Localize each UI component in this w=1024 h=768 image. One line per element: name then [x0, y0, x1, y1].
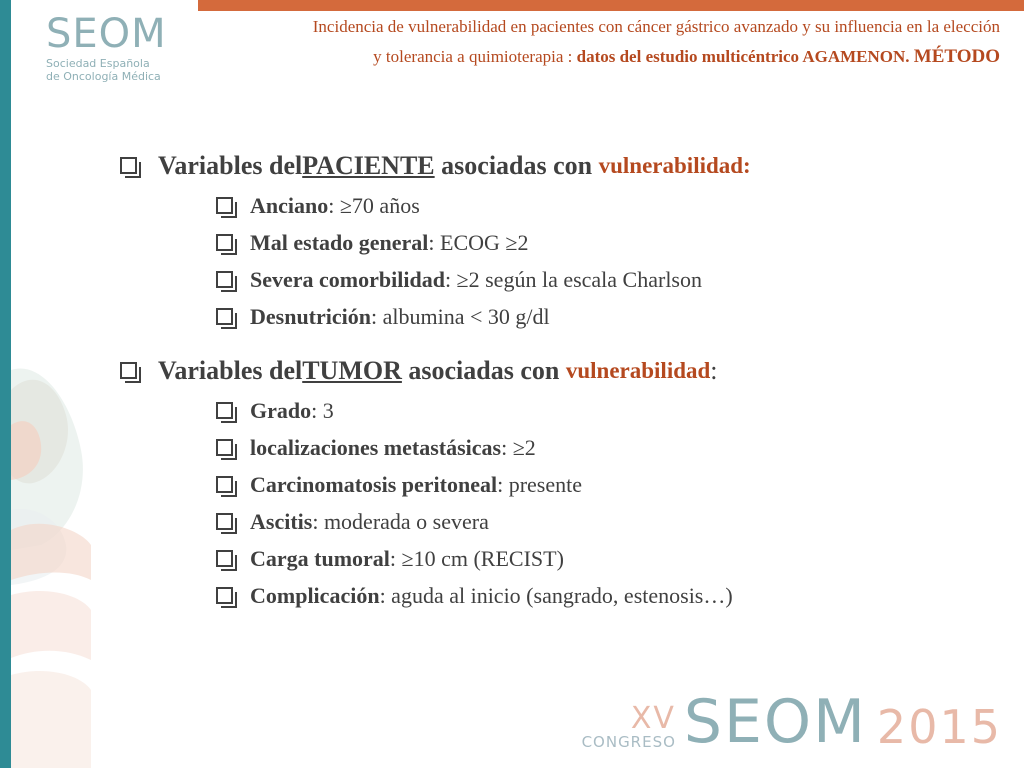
item-desc: : 3 [311, 397, 334, 423]
header-line1: Incidencia de vulnerabilidad en pacientes con cáncer gástrico avanzado y su influencia en la elección [312, 17, 1000, 36]
list-item [216, 503, 751, 540]
logo-line1: Sociedad Española [46, 57, 150, 70]
list-item [216, 187, 751, 224]
list-item [216, 392, 751, 429]
footer-congress-block [581, 701, 676, 751]
item-term: Ascitis [250, 508, 313, 534]
logo-line2: de Oncología Médica [46, 70, 161, 83]
footer-congreso: CONGRESO [581, 733, 676, 751]
item-term: Complicación [250, 582, 380, 608]
checkbox-bullet-icon [216, 271, 234, 289]
header-method: MÉTODO [913, 46, 1000, 67]
checkbox-bullet-icon [216, 308, 234, 326]
list-item [216, 466, 751, 503]
header-line2 [180, 44, 1000, 70]
section-middle: asociadas con [434, 151, 599, 180]
left-accent-bar [0, 0, 11, 768]
slide-header [180, 14, 1000, 70]
section-prefix: Variables del [158, 356, 303, 385]
section-accent: vulnerabilidad [565, 358, 711, 383]
list-item [216, 224, 751, 261]
checkbox-bullet-icon [216, 476, 234, 494]
logo-seom: SEOM [46, 11, 167, 57]
section-title-tumor [120, 352, 751, 390]
seom-logo [46, 11, 167, 83]
section-suffix: : [710, 356, 718, 385]
item-term: Anciano [250, 192, 329, 218]
list-item [216, 540, 751, 577]
section-underlined: PACIENTE [302, 151, 435, 180]
tumor-variables-list [216, 392, 751, 614]
list-item [216, 261, 751, 298]
item-term: Mal estado general [250, 229, 429, 255]
footer-roman: XV [630, 701, 676, 736]
item-desc: : ≥2 [501, 434, 536, 460]
item-desc: : ECOG ≥2 [428, 229, 529, 255]
item-term: localizaciones metastásicas [250, 434, 502, 460]
section-title-patient [120, 147, 751, 185]
checkbox-bullet-icon [216, 402, 234, 420]
slide-content [120, 147, 751, 614]
checkbox-bullet-icon [120, 157, 138, 175]
checkbox-bullet-icon [216, 439, 234, 457]
item-term: Desnutrición [250, 303, 371, 329]
item-desc: : moderada o severa [312, 508, 489, 534]
section-underlined: TUMOR [302, 356, 402, 385]
list-item [216, 298, 751, 335]
item-term: Carcinomatosis peritoneal [250, 471, 498, 497]
list-item [216, 429, 751, 466]
checkbox-bullet-icon [120, 362, 138, 380]
section-accent: vulnerabilidad: [598, 153, 751, 178]
top-accent-line [198, 0, 1024, 11]
checkbox-bullet-icon [216, 197, 234, 215]
checkbox-bullet-icon [216, 513, 234, 531]
checkbox-bullet-icon [216, 234, 234, 252]
item-term: Grado [250, 397, 312, 423]
congress-footer-logo [581, 687, 1002, 757]
item-term: Carga tumoral [250, 545, 390, 571]
item-term: Severa comorbilidad [250, 266, 445, 292]
item-desc: : ≥2 según la escala Charlson [444, 266, 702, 292]
checkbox-bullet-icon [216, 587, 234, 605]
decorative-figure-illustration [11, 330, 91, 768]
footer-seom: SEOM [683, 687, 867, 757]
item-desc: : presente [497, 471, 582, 497]
item-desc: : ≥70 años [328, 192, 420, 218]
header-line2-bold: datos del estudio multicéntrico AGAMENON. [576, 47, 910, 66]
item-desc: : ≥10 cm (RECIST) [389, 545, 564, 571]
footer-year: 2015 [876, 700, 1002, 754]
list-item [216, 577, 751, 614]
patient-variables-list [216, 187, 751, 335]
item-desc: : aguda al inicio (sangrado, estenosis…) [379, 582, 733, 608]
section-middle: asociadas con [401, 356, 566, 385]
checkbox-bullet-icon [216, 550, 234, 568]
section-prefix: Variables del [158, 151, 303, 180]
item-desc: : albumina < 30 g/dl [371, 303, 550, 329]
header-line2-prefix: y tolerancia a quimioterapia : [373, 47, 577, 66]
